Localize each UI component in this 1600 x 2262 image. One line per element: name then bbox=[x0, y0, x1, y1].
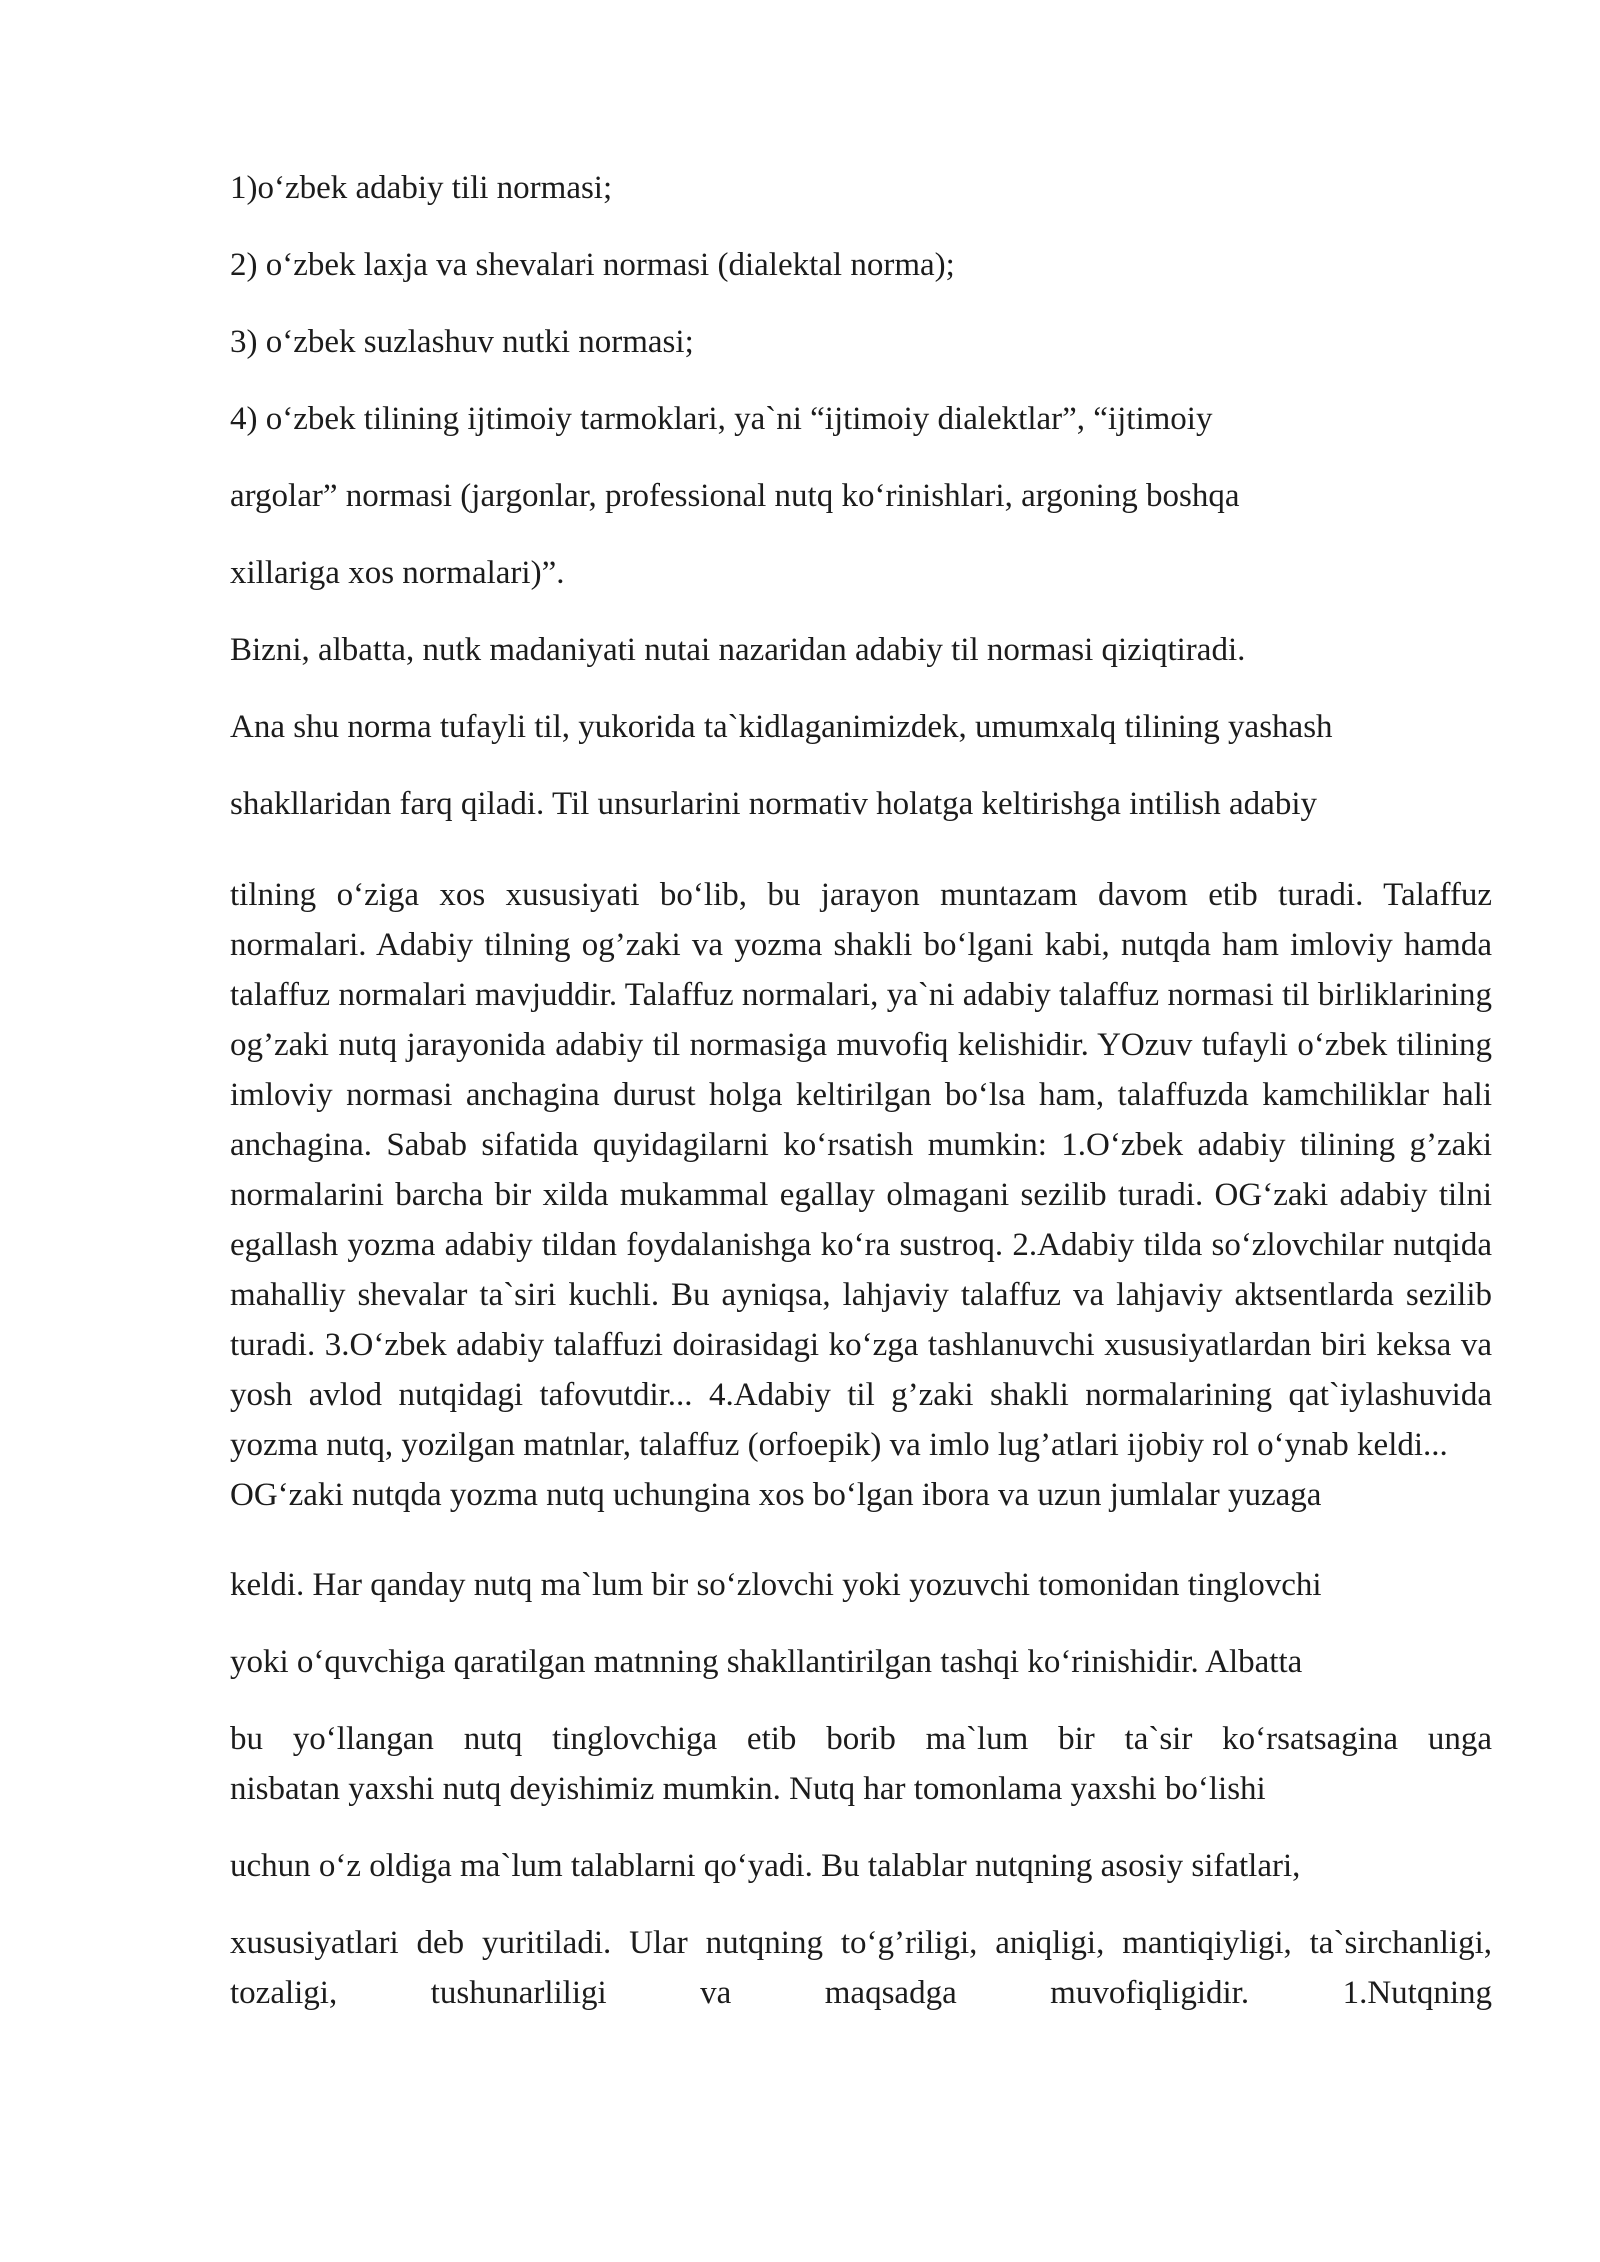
paragraph-line: Bizni, albatta, nutk madaniyati nutai nazaridan adabiy til normasi qiziqtiradi. bbox=[230, 632, 1246, 668]
list-item: 3) o‘zbek suzlashuv nutki normasi; bbox=[230, 324, 694, 360]
paragraph-line: shakllaridan farq qiladi. Til unsurlarini normativ holatga keltirishga intilish adabiy bbox=[230, 786, 1317, 822]
list-item: 2) o‘zbek laxja va shevalari normasi (dialektal norma); bbox=[230, 247, 955, 283]
paragraph-line: uchun o‘z oldiga ma`lum talablarni qo‘yadi. Bu talablar nutqning asosiy sifatlari, bbox=[230, 1848, 1301, 1884]
document-body bbox=[230, 150, 1492, 2018]
paragraph-line: Ana shu norma tufayli til, yukorida ta`kidlaganimizdek, umumxalq tilining yashash bbox=[230, 709, 1333, 745]
paragraph-line: yoki o‘quvchiga qaratilgan matnning shakllantirilgan tashqi ko‘rinishidir. Albatta bbox=[230, 1644, 1303, 1680]
justified-paragraph: tilning o‘ziga xos xususiyati bo‘lib, bu jarayon muntazam davom etib turadi. Talaffuz normalari. Adabiy tilning og’zaki va yozma shakli bo‘lgani kabi, nutqda ham imloviy hamda talaffuz normalari mavjuddir. Talaffuz normalari, ya`ni adabiy talaffuz normasi til birliklarining og’zaki nutq jarayonida adabiy til normasiga muvofiq kelishidir. YOzuv tufayli o‘zbek tilining imloviy normasi anchagina durust holga keltirilgan bo‘lsa ham, talaffuzda kamchiliklar hali anchagina. Sabab sifatida quyidagilarni ko‘rsatish mumkin: 1.O‘zbek adabiy tilining g’zaki normalarini barcha bir xilda mukammal egallay olmagani sezilib turadi. OG‘zaki adabiy tilni egallash yozma adabiy tildan foydalanishga ko‘ra sustroq. 2.Adabiy tilda so‘zlovchilar nutqida mahalliy shevalar ta`siri kuchli. Bu ayniqsa, lahjaviy talaffuz va lahjaviy aktsentlarda sezilib turadi. 3.O‘zbek adabiy talaffuzi doirasidagi ko‘zga tashlanuvchi xususiyatlardan biri keksa va yosh avlod nutqidagi tafovutdir... 4.Adabiy til g’zaki shakli normalarining qat`iylashuvida yozma nutq, yozilgan matnlar, talaffuz (orfoepik) va imlo lug’atlari ijobiy rol o‘ynab keldi... bbox=[230, 877, 1492, 1463]
list-item-line: 4) o‘zbek tilining ijtimoiy tarmoklari, ya`ni “ijtimoiy dialektlar”, “ijtimoiy bbox=[230, 401, 1213, 437]
paragraph-line: OG‘zaki nutqda yozma nutq uchungina xos bo‘lgan ibora va uzun jumlalar yuzaga bbox=[230, 1477, 1322, 1513]
list-item-line: argolar” normasi (jargonlar, professional nutq ko‘rinishlari, argoning boshqa bbox=[230, 478, 1240, 514]
paragraph-line: nisbatan yaxshi nutq deyishimiz mumkin. Nutq har tomonlama yaxshi bo‘lishi bbox=[230, 1771, 1266, 1807]
justified-paragraph: xususiyatlari deb yuritiladi. Ular nutqning to‘g’riligi, aniqligi, mantiqiyligi, ta`sirchanligi, tozaligi, tushunarliligi va maqsadga muvofiqligidir. 1.Nutqning bbox=[230, 1925, 1492, 2011]
justified-paragraph: bu yo‘llangan nutq tinglovchiga etib borib ma`lum bir ta`sir ko‘rsatsagina unga bbox=[230, 1721, 1492, 1757]
list-item-line: xillariga xos normalari)”. bbox=[230, 555, 565, 591]
paragraph-line: keldi. Har qanday nutq ma`lum bir so‘zlovchi yoki yozuvchi tomonidan tinglovchi bbox=[230, 1567, 1322, 1603]
list-item: 1)o‘zbek adabiy tili normasi; bbox=[230, 170, 613, 206]
